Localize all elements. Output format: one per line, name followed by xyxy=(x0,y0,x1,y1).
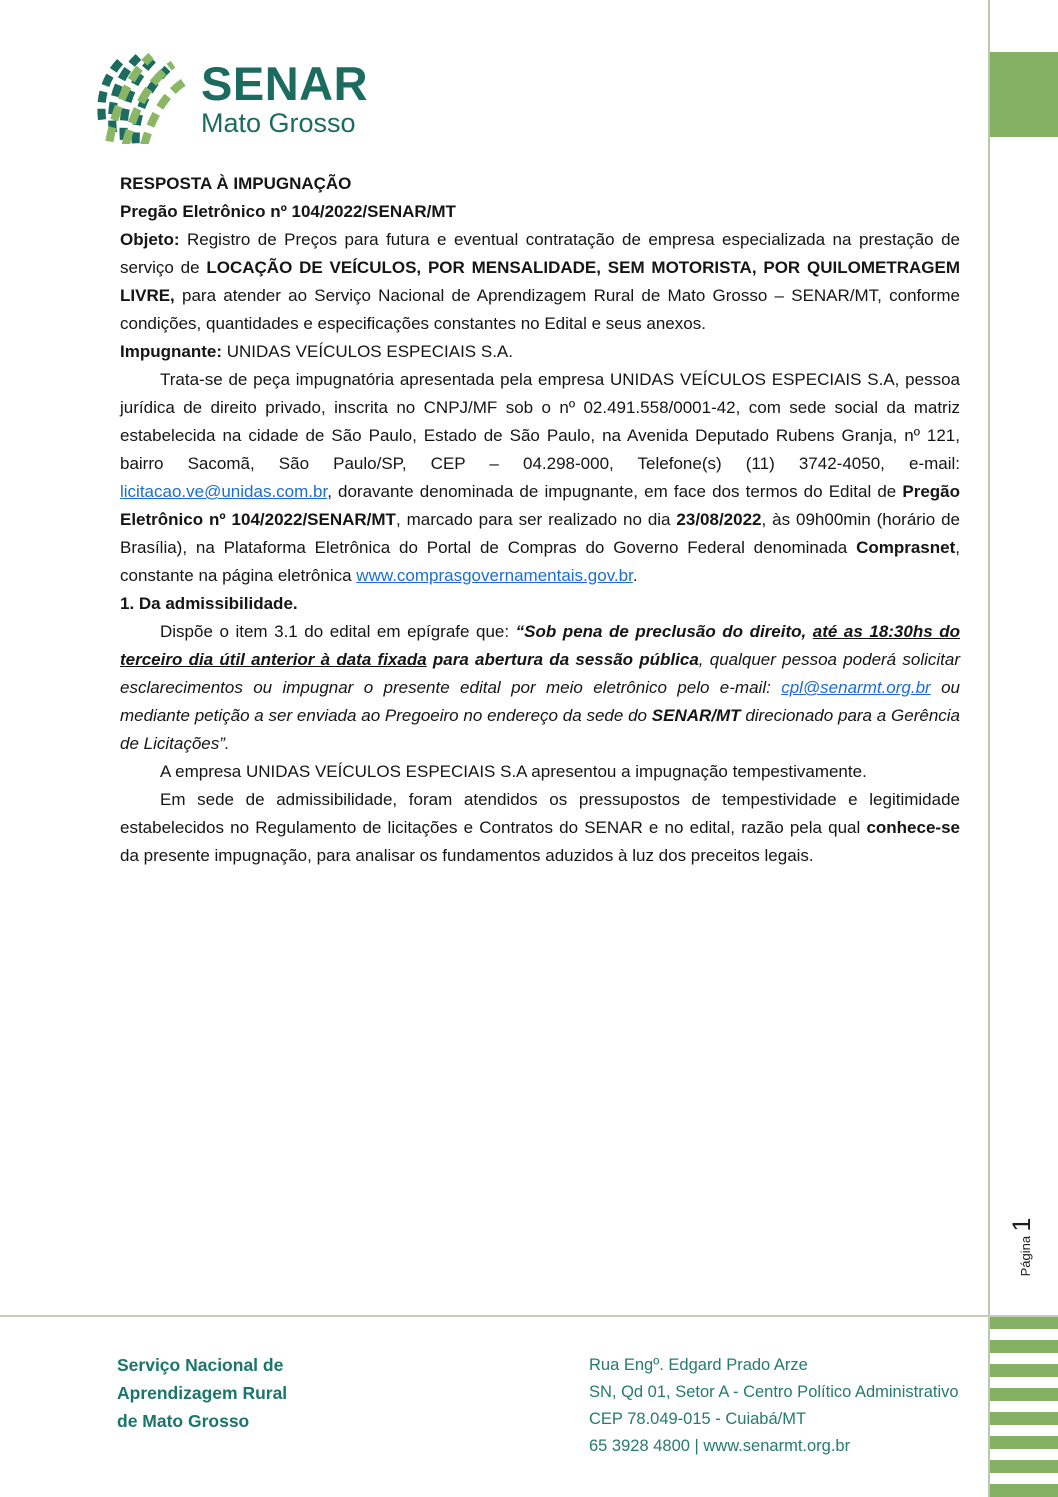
text-run: da presente impugnação, para analisar os fundamentos aduzidos à luz dos preceitos legais. xyxy=(120,846,814,865)
impugnante-value: UNIDAS VEÍCULOS ESPECIAIS S.A. xyxy=(222,342,513,361)
document-body xyxy=(120,170,960,870)
text-run: , constante na página eletrônica xyxy=(120,538,960,585)
text-run: LOCAÇÃO DE VEÍCULOS, POR MENSALIDADE, SEM MOTORISTA, POR QUILOMETRAGEM LIVRE, xyxy=(120,258,960,305)
senar-logo xyxy=(93,48,368,144)
impugnante-paragraph xyxy=(120,338,960,366)
text-run: Comprasnet xyxy=(856,538,956,557)
document-title: RESPOSTA À IMPUGNAÇÃO xyxy=(120,174,352,193)
text-run: Registro de Preços para futura e eventual contratação de empresa especializada na prestação de serviço de xyxy=(120,230,960,277)
text-run: conhece-se xyxy=(866,818,960,837)
intro-paragraph xyxy=(120,366,960,590)
logo-text xyxy=(201,57,369,139)
footer-address xyxy=(589,1352,959,1460)
document-subtitle: Pregão Eletrônico nº 104/2022/SENAR/MT xyxy=(120,202,456,221)
footer-org-line: Serviço Nacional de xyxy=(117,1355,284,1375)
text-run: Em sede de admissibilidade, foram atendidos os pressupostos de tempestividade e legitimidade estabelecidos no Regulamento de licitações e Contratos do SENAR e no edital, razão pela qual xyxy=(120,790,960,837)
text-run: ou mediante petição a ser enviada ao Pregoeiro no endereço da sede do xyxy=(120,678,960,725)
text-run: Trata-se de peça impugnatória apresentada pela empresa UNIDAS VEÍCULOS ESPECIAIS S.A, pessoa jurídica de direito privado, inscrita no CNPJ/MF sob o nº 02.491.558/0001-42, com sede social da matriz estabelecida na cidade de São Paulo, Estado de São Paulo, na Avenida Deputado Rubens Granja, nº 121, bairro Sacomã, São Paulo/SP, CEP – 04.298-000, Telefone(s) (11) 3742-4050, e-mail: xyxy=(120,370,960,473)
bottom-accent-stripes xyxy=(990,1316,1058,1497)
logo-brand-name: SENAR xyxy=(201,57,369,110)
footer-org-line: Aprendizagem Rural xyxy=(117,1383,288,1403)
text-run: , qualquer pessoa poderá solicitar esclarecimentos ou impugnar o presente edital por meio eletrônico pelo e-mail: xyxy=(120,650,961,697)
text-run: para abertura da sessão pública xyxy=(426,650,699,669)
text-run: . xyxy=(632,566,638,585)
footer-address-line: 65 3928 4800 | www.senarmt.org.br xyxy=(589,1437,851,1455)
right-accent-block xyxy=(990,52,1058,137)
unidas-email-link[interactable]: licitacao.ve@unidas.com.br xyxy=(120,482,328,501)
edital-quote-paragraph xyxy=(120,618,960,758)
text-run: , marcado para ser realizado no dia xyxy=(395,510,677,529)
text-run: , às 09h00min (horário de Brasília), na Plataforma Eletrônica do Portal de Compras do Governo Federal denominada xyxy=(120,510,960,557)
page-number-indicator xyxy=(1008,1212,1036,1282)
footer-address-line: SN, Qd 01, Setor A - Centro Político Administrativo xyxy=(589,1383,959,1401)
cpl-email-link[interactable]: cpl@senarmt.org.br xyxy=(781,678,931,697)
text-run: Pregão Eletrônico nº 104/2022/SENAR/MT xyxy=(120,482,960,529)
objeto-label: Objeto: xyxy=(120,230,180,249)
footer-org-line: de Mato Grosso xyxy=(117,1411,250,1431)
text-run: 23/08/2022 xyxy=(676,510,762,529)
compras-governamentais-link[interactable]: www.comprasgovernamentais.gov.br xyxy=(356,566,633,585)
footer-divider xyxy=(0,1315,1058,1317)
senar-logo-icon xyxy=(93,48,193,144)
admissibilidade-paragraph xyxy=(120,786,960,870)
text-run: direcionado para a Gerência de Licitações”. xyxy=(120,706,960,753)
text-run: até as 18:30hs do terceiro dia útil anterior à data fixada xyxy=(120,622,960,669)
footer-organization xyxy=(117,1351,287,1435)
text-run: Dispõe o item 3.1 do edital em epígrafe que: xyxy=(160,622,516,641)
page-number-label: Página xyxy=(1018,1235,1033,1277)
tempestividade-paragraph: A empresa UNIDAS VEÍCULOS ESPECIAIS S.A apresentou a impugnação tempestivamente. xyxy=(160,762,867,781)
impugnante-label: Impugnante: xyxy=(120,342,222,361)
text-run: “Sob pena de preclusão do direito, xyxy=(515,622,813,641)
footer-address-line: CEP 78.049-015 - Cuiabá/MT xyxy=(589,1410,807,1428)
objeto-paragraph xyxy=(120,226,960,338)
footer-address-line: Rua Engº. Edgard Prado Arze xyxy=(589,1356,808,1374)
logo-region-name: Mato Grosso xyxy=(201,108,356,138)
text-run: SENAR/MT xyxy=(651,706,741,725)
text-run: , doravante denominada de impugnante, em face dos termos do Edital de xyxy=(327,482,903,501)
right-margin-rule xyxy=(988,0,990,1497)
page-number-value: 1 xyxy=(1008,1217,1036,1232)
text-run: para atender ao Serviço Nacional de Aprendizagem Rural de Mato Grosso – SENAR/MT, conforme condições, quantidades e especificações constantes no Edital e seus anexos. xyxy=(120,286,960,333)
section-heading-admissibilidade: 1. Da admissibilidade. xyxy=(120,594,298,613)
